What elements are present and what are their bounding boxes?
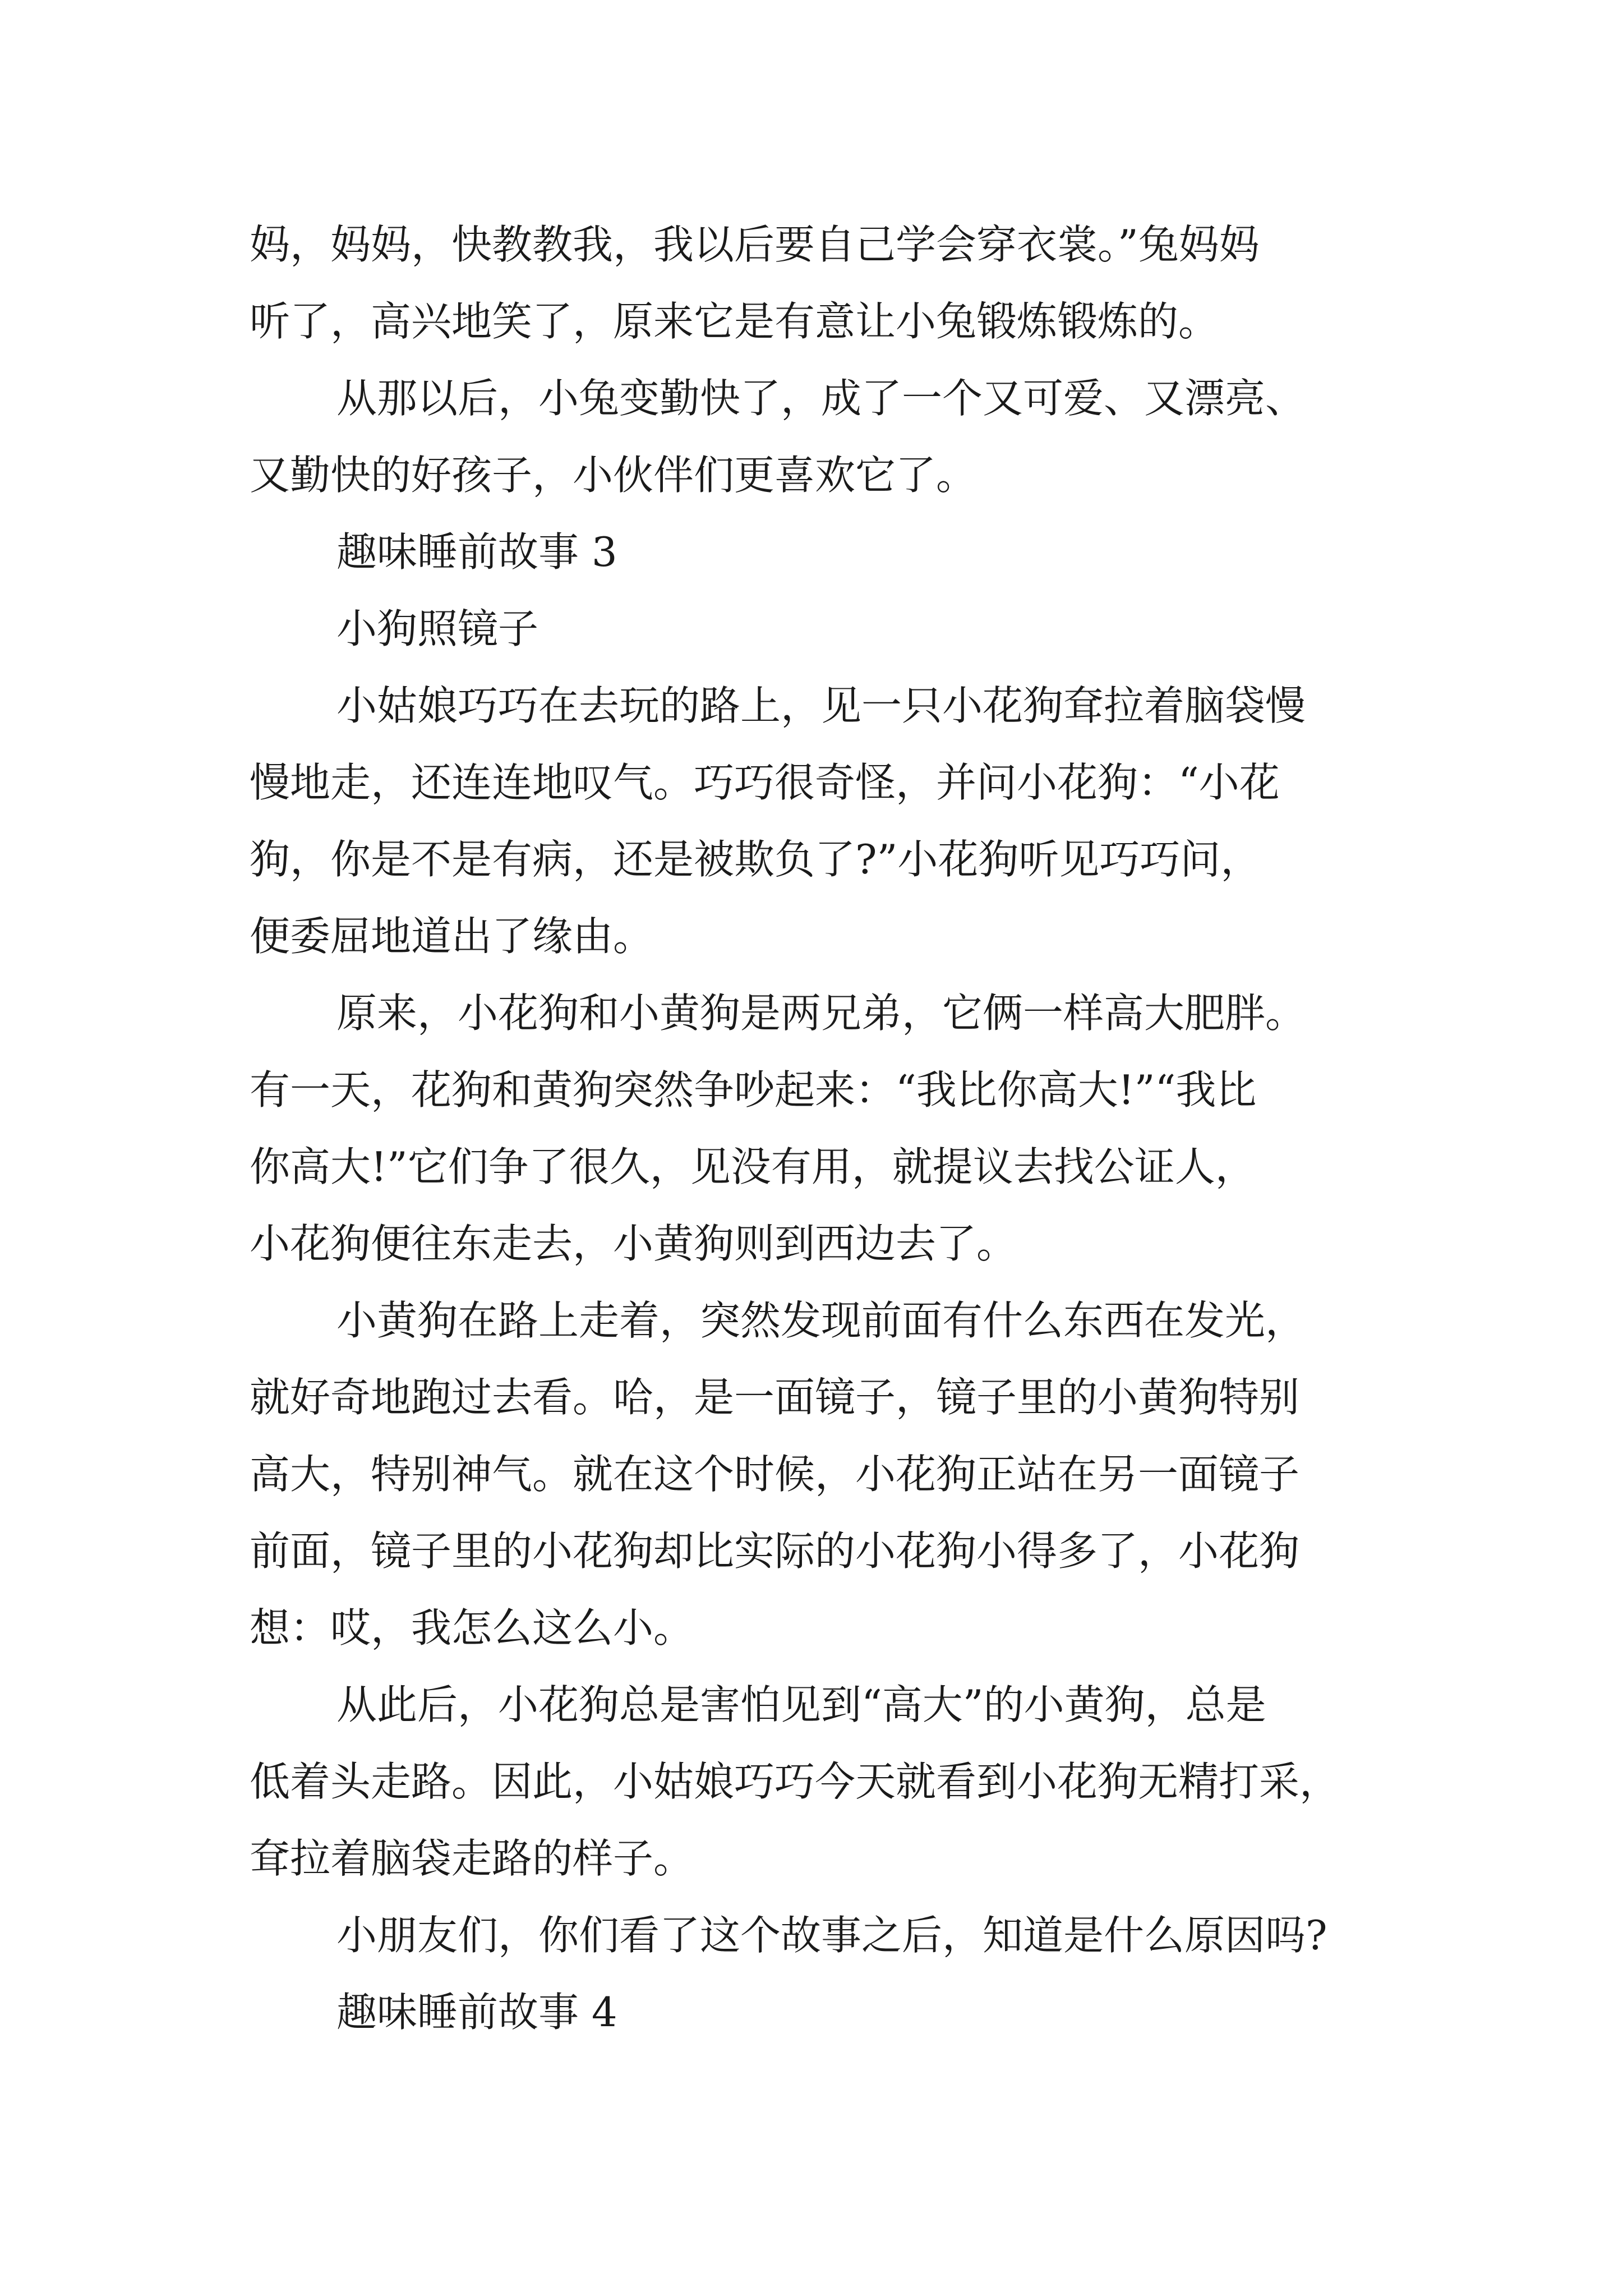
text-line: 你高大!”它们争了很久，见没有用，就提议去找公证人，	[250, 1143, 1256, 1190]
text-line: 低着头走路。因此，小姑娘巧巧今天就看到小花狗无精打采，	[250, 1758, 1340, 1805]
text-line: 便委屈地道出了缘由。	[250, 913, 654, 960]
paragraph-start-line: 从那以后，小兔变勤快了，成了一个又可爱、又漂亮、	[336, 375, 1306, 422]
text-line: 就好奇地跑过去看。哈，是一面镜子，镜子里的小黄狗特别	[250, 1374, 1300, 1421]
story-title: 小狗照镜子	[336, 605, 539, 652]
text-line: 小花狗便往东走去，小黄狗则到西边去了。	[250, 1220, 1017, 1267]
text-line: 狗，你是不是有病，还是被欺负了?”小花狗听见巧巧问，	[250, 836, 1261, 883]
paragraph-start-line: 小姑娘巧巧在去玩的路上，见一只小花狗耷拉着脑袋慢	[336, 682, 1306, 729]
text-line: 听了，高兴地笑了，原来它是有意让小兔锻炼锻炼的。	[250, 298, 1219, 345]
text-line: 有一天，花狗和黄狗突然争吵起来：“我比你高大!”“我比	[250, 1066, 1257, 1114]
paragraph-start-line: 小朋友们，你们看了这个故事之后，知道是什么原因吗?	[336, 1912, 1327, 1959]
text-line: 妈，妈妈，快教教我，我以后要自己学会穿衣裳。”兔妈妈	[250, 221, 1260, 268]
section-heading: 趣味睡前故事 4	[336, 1989, 617, 2036]
text-line: 高大，特别神气。就在这个时候，小花狗正站在另一面镜子	[250, 1451, 1300, 1498]
section-heading: 趣味睡前故事 3	[336, 528, 617, 576]
text-line: 慢地走，还连连地叹气。巧巧很奇怪，并问小花狗：“小花	[250, 759, 1280, 806]
text-line: 想：哎，我怎么这么小。	[250, 1604, 694, 1651]
text-line: 耷拉着脑袋走路的样子。	[250, 1835, 694, 1882]
paragraph-start-line: 小黄狗在路上走着，突然发现前面有什么东西在发光，	[336, 1297, 1306, 1344]
paragraph-start-line: 从此后，小花狗总是害怕见到“高大”的小黄狗，总是	[336, 1681, 1266, 1728]
text-line: 前面，镜子里的小花狗却比实际的小花狗小得多了，小花狗	[250, 1527, 1300, 1575]
paragraph-start-line: 原来，小花狗和小黄狗是两兄弟，它俩一样高大肥胖。	[336, 990, 1306, 1037]
text-line: 又勤快的好孩子，小伙伴们更喜欢它了。	[250, 452, 977, 499]
